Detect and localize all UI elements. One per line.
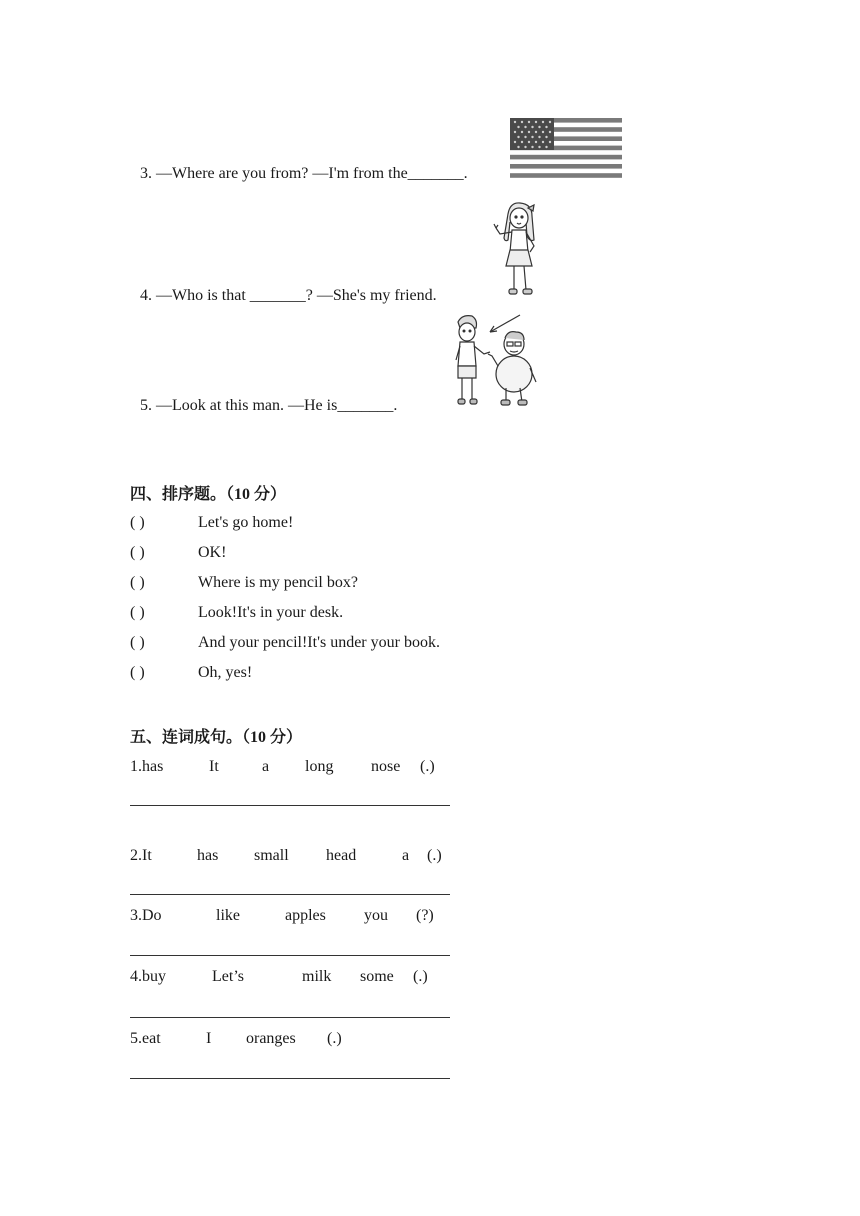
scrambled-word: (?) <box>416 907 434 924</box>
scrambled-word: (.) <box>427 847 442 864</box>
scrambled-word: milk <box>302 968 332 985</box>
scrambled-word: has <box>197 847 219 864</box>
scrambled-word: 1.has <box>130 758 164 775</box>
ordering-sentence: Oh, yes! <box>198 664 253 681</box>
ordering-blank[interactable]: ( ) <box>130 544 145 561</box>
scrambled-word: a <box>262 758 270 775</box>
scrambled-word: some <box>360 968 394 985</box>
ordering-blank[interactable]: ( ) <box>130 604 145 621</box>
scrambled-word: It <box>209 758 219 775</box>
scrambled-word: (.) <box>413 968 428 985</box>
ordering-blank[interactable]: ( ) <box>130 514 145 531</box>
ordering-blank[interactable]: ( ) <box>130 634 145 651</box>
scrambled-word: 2.It <box>130 847 152 864</box>
scrambled-word: 3.Do <box>130 907 162 924</box>
scrambled-word: long <box>305 758 334 775</box>
scrambled-word: I <box>206 1030 212 1047</box>
scrambled-word: like <box>216 907 240 924</box>
answer-line[interactable] <box>130 1078 450 1079</box>
scrambled-word: apples <box>285 907 326 924</box>
scrambled-word: 4.buy <box>130 968 166 985</box>
scrambled-word: (.) <box>420 758 435 775</box>
question-5: 5. —Look at this man. —He is_______. <box>140 397 398 414</box>
answer-line[interactable] <box>130 894 450 895</box>
scrambled-word: Let’s <box>212 968 244 985</box>
ordering-sentence: And your pencil!It's under your book. <box>198 634 440 651</box>
scrambled-word: head <box>326 847 357 864</box>
scrambled-word: (.) <box>327 1030 342 1047</box>
scrambled-word: a <box>402 847 410 864</box>
question-4: 4. —Who is that _______? —She's my friend. <box>140 287 437 304</box>
scrambled-word: oranges <box>246 1030 296 1047</box>
ordering-sentence: Look!It's in your desk. <box>198 604 344 621</box>
boy-and-fat-man-icon <box>452 310 542 410</box>
question-3: 3. —Where are you from? —I'm from the_______. <box>140 165 468 182</box>
answer-line[interactable] <box>130 955 450 956</box>
section-5-heading: 五、连词成句。（10 分） <box>130 729 303 746</box>
girl-pointing-icon <box>490 200 548 302</box>
section-4-heading: 四、排序题。（10 分） <box>130 486 287 503</box>
scrambled-word: small <box>254 847 289 864</box>
ordering-blank[interactable]: ( ) <box>130 574 145 591</box>
ordering-blank[interactable]: ( ) <box>130 664 145 681</box>
ordering-sentence: Let's go home! <box>198 514 294 531</box>
us-flag-icon <box>510 118 622 178</box>
scrambled-word: you <box>364 907 388 924</box>
ordering-sentence: OK! <box>198 544 227 561</box>
scrambled-word: nose <box>371 758 401 775</box>
answer-line[interactable] <box>130 805 450 806</box>
ordering-sentence: Where is my pencil box? <box>198 574 358 591</box>
answer-line[interactable] <box>130 1017 450 1018</box>
scrambled-word: 5.eat <box>130 1030 161 1047</box>
